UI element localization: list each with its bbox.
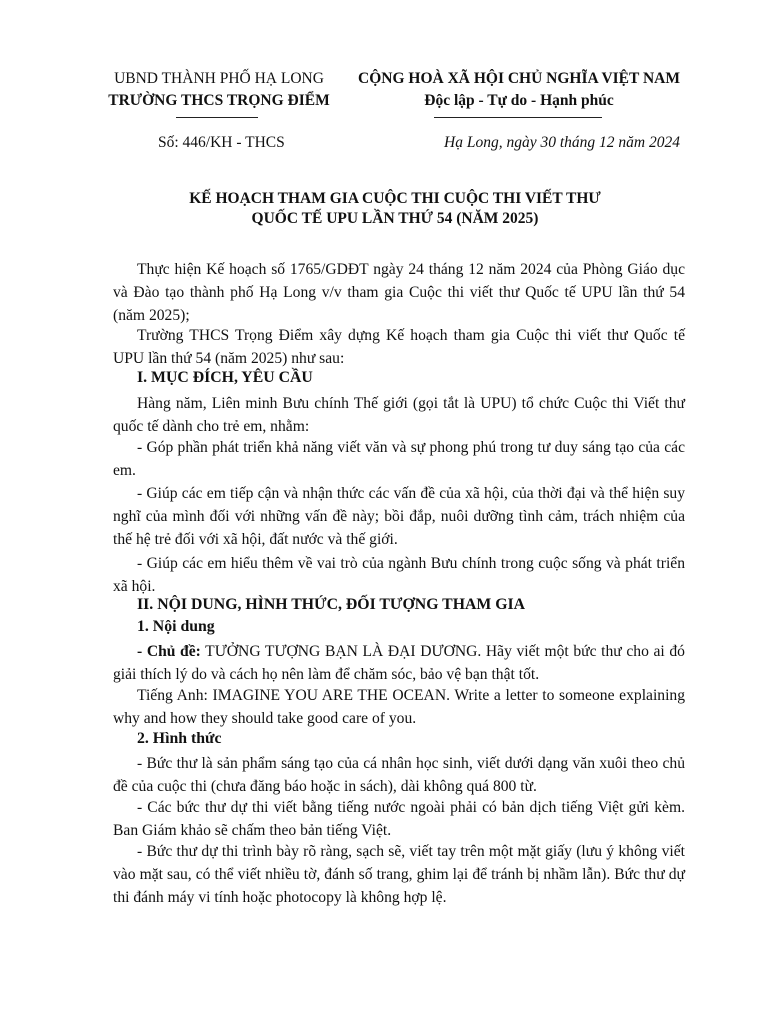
intro-paragraph-1: Thực hiện Kế hoạch số 1765/GDĐT ngày 24 tháng 12 năm 2024 của Phòng Giáo dục và Đào tạo thành phố Hạ Long v/v tham gia Cuộc thi viết thư Quốc tế UPU lần thứ 54 (năm 2025); [113, 261, 685, 324]
document-title-line1: KẾ HOẠCH THAM GIA CUỘC THI CUỘC THI VIẾT THƯ [189, 190, 601, 207]
subsection-format-heading: 2. Hình thức [137, 730, 222, 747]
right-header-underline [434, 117, 602, 118]
format-rule-1: - Bức thư là sản phẩm sáng tạo của cá nhân học sinh, viết dưới dạng văn xuôi theo chủ đề của cuộc thi (chưa đăng báo hoặc in sách), dài không quá 800 từ. [113, 755, 685, 795]
theme-text: TƯỞNG TƯỢNG BẠN LÀ ĐẠI DƯƠNG. Hãy viết một bức thư cho ai đó giải thích lý do và cách họ nên làm để chăm sóc, bảo vệ bạn thật tốt. [113, 643, 685, 683]
english-theme-paragraph: Tiếng Anh: IMAGINE YOU ARE THE OCEAN. Write a letter to someone explaining why and how they should take good care of you. [113, 687, 685, 727]
national-title: CỘNG HOÀ XÃ HỘI CHỦ NGHĨA VIỆT NAM [358, 70, 680, 87]
format-rule-2: - Các bức thư dự thi viết bằng tiếng nước ngoài phải có bản dịch tiếng Việt gửi kèm. Ban Giám khảo sẽ chấm theo bản tiếng Việt. [113, 799, 685, 839]
document-number: Số: 446/KH - THCS [158, 134, 285, 151]
theme-paragraph [113, 640, 685, 686]
intro-paragraph-2: Trường THCS Trọng Điểm xây dựng Kế hoạch tham gia Cuộc thi viết thư Quốc tế UPU lần thứ 54 (năm 2025) như sau: [113, 327, 685, 367]
national-motto: Độc lập - Tự do - Hạnh phúc [424, 92, 614, 109]
section-1-heading: I. MỤC ĐÍCH, YÊU CẦU [137, 369, 313, 386]
section-1-bullet-3: - Giúp các em hiểu thêm về vai trò của ngành Bưu chính trong cuộc sống và phát triển xã hội. [113, 555, 685, 595]
section-1-bullet-2: - Giúp các em tiếp cận và nhận thức các vấn đề của xã hội, của thời đại và thể hiện suy nghĩ của mình đối với những vấn đề này; bồi đắp, nuôi dưỡng tình cảm, trách nhiệm của thế hệ trẻ đối với xã hội, đất nước và thế giới. [113, 485, 685, 548]
school-name: TRƯỜNG THCS TRỌNG ĐIỂM [108, 92, 330, 109]
format-rule-3: - Bức thư dự thi trình bày rõ ràng, sạch sẽ, viết tay trên một mặt giấy (lưu ý không viết vào mặt sau, có thể viết nhiều tờ, đánh số trang, ghim lại để tránh bị nhầm lẫn). Bức thư dự thi đánh máy vi tính hoặc photocopy là không hợp lệ. [113, 843, 685, 906]
theme-label: - Chủ đề: [137, 643, 201, 660]
section-2-heading: II. NỘI DUNG, HÌNH THỨC, ĐỐI TƯỢNG THAM GIA [137, 596, 526, 613]
left-header-underline [176, 117, 258, 118]
place-date: Hạ Long, ngày 30 tháng 12 năm 2024 [444, 134, 680, 151]
authority-name: UBND THÀNH PHỐ HẠ LONG [114, 70, 324, 87]
document-title-line2: QUỐC TẾ UPU LẦN THỨ 54 (NĂM 2025) [251, 210, 539, 227]
subsection-content-heading: 1. Nội dung [137, 618, 215, 635]
section-1-bullet-1: - Góp phần phát triển khả năng viết văn và sự phong phú trong tư duy sáng tạo của các em. [113, 439, 685, 479]
section-1-paragraph-1: Hàng năm, Liên minh Bưu chính Thế giới (gọi tắt là UPU) tổ chức Cuộc thi Viết thư quốc tế dành cho trẻ em, nhằm: [113, 395, 685, 435]
